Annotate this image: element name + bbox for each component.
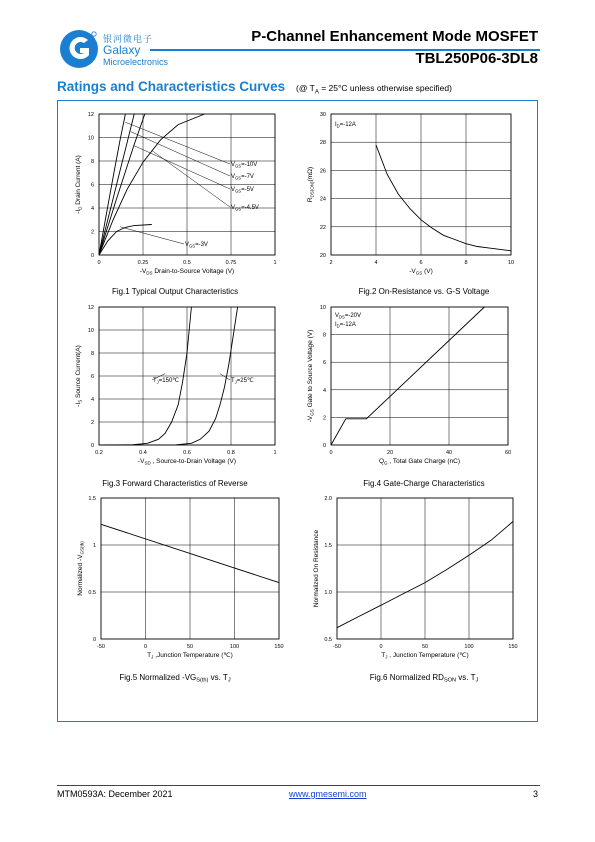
fig6-xlabel-part: T	[381, 652, 386, 659]
fig2-ylabel-part: R	[307, 197, 314, 203]
fig5-ylabel-part: GS(th)	[79, 541, 85, 555]
fig1-ylabel-part: Drain Current (A)	[75, 155, 82, 207]
fig4-annotation	[335, 313, 361, 320]
fig3-xtick-label: 0.4	[139, 450, 147, 456]
fig1-ytick-label: 8	[90, 159, 94, 165]
fig4-annotation-part: V	[335, 313, 340, 319]
fig1-series-label-part: V	[231, 162, 236, 168]
fig1-series-leader	[134, 146, 230, 189]
fig5-ylabel	[77, 541, 85, 596]
fig4-ytick-label: 2	[322, 415, 326, 422]
footer-page-number: 3	[532, 789, 538, 799]
fig2-annotation	[335, 122, 356, 129]
fig1-ylabel	[75, 155, 83, 214]
fig1-series-leader	[131, 132, 230, 176]
fig1-xtick-label: 0.5	[183, 260, 191, 266]
fig2-annotation-part: I	[335, 122, 337, 128]
fig4-plot-area	[331, 307, 508, 445]
fig5-ytick-label: 1	[92, 543, 96, 549]
fig5-xtick-label: 100	[229, 644, 240, 650]
fig3-xlabel	[138, 458, 236, 466]
fig1-xlabel-part: -V	[139, 268, 147, 275]
fig4-annotation-part: =-20V	[344, 313, 362, 319]
fig1-series-label	[231, 205, 259, 212]
fig6-xlabel-part: , Junction Temperature (℃)	[387, 652, 469, 659]
fig3-xlabel-part: -V	[137, 458, 145, 465]
fig4-xtick-label: 0	[329, 450, 333, 456]
footer-doc-id: MTM0593A: December 2021	[57, 789, 173, 799]
fig2-ytick-label: 24	[319, 196, 326, 203]
fig5-ytick-label: 0	[92, 637, 96, 643]
fig1-series-label-part: GS	[235, 163, 242, 169]
fig5-chart	[77, 496, 284, 684]
fig2-xtick-label: 8	[464, 260, 468, 266]
footer-divider	[57, 785, 540, 786]
fig2-xtick-label: 2	[329, 260, 333, 266]
fig3-series-label-part: T	[231, 378, 235, 384]
company-name-en-sub: Microelectronics	[103, 57, 169, 67]
fig1-xlabel	[140, 268, 234, 276]
fig6-caption-part: vs. T	[456, 673, 476, 682]
fig1-series-label-part: V	[185, 242, 190, 248]
fig5-caption-part: S(th)	[196, 677, 209, 684]
fig3-ytick-label: 8	[90, 351, 94, 357]
fig4-ytick-label: 4	[322, 387, 326, 394]
fig2-xtick-label: 6	[419, 260, 423, 266]
fig1-xlabel-part: DS	[146, 270, 153, 276]
fig4-ylabel-part: GS	[309, 409, 315, 416]
section-note-rest: = 25°C unless otherwise specified)	[318, 83, 452, 93]
fig1-series-label-part: V	[231, 174, 236, 180]
fig1-ytick-label: 0	[90, 253, 94, 259]
fig4-ylabel-part: -V	[307, 415, 314, 423]
section-note	[296, 83, 452, 96]
fig1-series-label-part: =-3V	[195, 242, 208, 248]
fig3-ylabel-part: S	[77, 399, 83, 403]
fig6-ylabel-part: Normalized On Resistance	[313, 529, 320, 608]
fig5-ytick-label: 1.5	[88, 496, 96, 502]
fig5-caption-part: vs. T	[208, 673, 228, 682]
fig1-chart	[75, 112, 277, 296]
fig6-xtick-label: 150	[508, 644, 518, 650]
fig6-caption-part: SON	[443, 677, 457, 684]
fig1-series-label	[231, 174, 254, 181]
fig1-ylabel-part: D	[77, 206, 83, 210]
galaxy-logo-icon	[58, 28, 100, 70]
company-name-cn: 银河微电子	[103, 34, 154, 44]
fig4-ylabel-part: Gate to Source Voltage (V)	[307, 329, 314, 410]
fig6-ytick-label: 0.5	[324, 637, 332, 643]
fig4-xtick-label: 20	[386, 450, 394, 456]
fig1-series-label	[185, 242, 208, 249]
fig3-series-leader	[220, 374, 230, 380]
fig3-xtick-label: 1	[273, 450, 277, 456]
fig5-xlabel-part: T	[147, 652, 152, 659]
fig3-xtick-label: 0.8	[227, 450, 235, 456]
fig6-caption	[370, 673, 479, 684]
fig4-annotation-part: D	[336, 323, 340, 329]
part-number: TBL250P06-3DL8	[415, 50, 538, 67]
fig6-xtick-label: 100	[464, 644, 474, 650]
fig4-ytick-label: 10	[319, 305, 326, 311]
fig1-ytick-label: 6	[90, 182, 94, 189]
fig6-xlabel-part: J	[385, 654, 388, 660]
fig5-ytick-label: 0.5	[88, 590, 96, 596]
fig1-series-label-part: V	[231, 205, 236, 211]
fig3-xtick-label: 0.2	[95, 450, 103, 456]
fig6-xlabel	[381, 652, 468, 660]
fig5-caption-part: J	[227, 677, 231, 684]
fig1-ytick-label: 10	[87, 135, 94, 142]
fig4-xlabel	[379, 458, 460, 466]
fig2-xtick-label: 4	[374, 260, 378, 266]
fig3-series-label	[153, 378, 179, 385]
fig1-series-label-part: =-5V	[241, 187, 254, 193]
fig4-annotation-part: DS	[339, 314, 345, 320]
fig3-ytick-label: 10	[87, 328, 94, 334]
fig5-ylabel-part: Normalized -V	[77, 554, 84, 596]
fig5-xtick-label: 150	[274, 644, 284, 650]
fig5-xlabel-part: ,Junction Temperature (℃)	[153, 652, 233, 659]
fig4-caption: Fig.4 Gate-Charge Characteristics	[363, 479, 485, 488]
fig1-series-label-part: =-7V	[241, 174, 254, 180]
fig2-xlabel-part: -V	[409, 268, 416, 275]
fig2-xlabel	[409, 268, 433, 276]
fig1-series-label-part: GS	[235, 175, 242, 181]
fig2-ytick-label: 20	[319, 253, 326, 259]
fig2-chart	[307, 112, 514, 296]
fig1-series-label-part: V	[231, 187, 236, 193]
fig2-ytick-label: 28	[319, 140, 326, 147]
fig2-ylabel-part: (mΩ)	[307, 166, 314, 182]
fig3-ylabel-part: -I	[75, 402, 82, 407]
fig2-ylabel-part: DS(ON)	[309, 181, 315, 198]
fig1-ytick-label: 2	[90, 229, 94, 236]
fig4-ytick-label: 6	[322, 360, 326, 367]
fig1-series-label-part: =-4.5V	[241, 205, 259, 211]
fig2-caption: Fig.2 On-Resistance vs. G-S Voltage	[358, 287, 490, 296]
fig4-xtick-label: 60	[504, 450, 512, 456]
fig1-ylabel-part: -I	[75, 209, 82, 214]
fig4-xtick-label: 40	[445, 450, 453, 456]
fig3-chart	[75, 305, 277, 488]
fig3-series-label-part: =25℃	[236, 378, 254, 384]
fig3-xlabel-part: SD	[144, 460, 151, 466]
section-title: Ratings and Characteristics Curves	[57, 79, 286, 94]
fig2-ytick-label: 22	[319, 224, 326, 231]
fig1-series-leader	[152, 150, 230, 207]
fig3-xtick-label: 0.6	[183, 450, 191, 456]
fig6-ytick-label: 1.5	[324, 543, 332, 549]
fig1-ytick-label: 12	[87, 112, 94, 118]
fig1-xtick-label: 0.25	[137, 260, 149, 266]
fig5-xtick-label: 0	[143, 644, 148, 650]
fig6-ytick-label: 1.0	[324, 590, 332, 596]
fig2-annotation-part: =-12A	[339, 122, 356, 128]
fig5-xtick-label: -50	[97, 644, 105, 650]
fig1-ytick-label: 4	[90, 206, 94, 212]
fig4-annotation-part: =-12A	[339, 322, 356, 328]
fig2-ytick-label: 26	[319, 168, 326, 175]
fig5-caption-part: Fig.5 Normalized -VG	[119, 673, 197, 682]
fig3-series-label-part: =150℃	[158, 378, 180, 384]
fig1-series-label	[231, 162, 257, 169]
fig3-series-label	[231, 378, 254, 385]
document-title: P-Channel Enhancement Mode MOSFET	[251, 28, 538, 45]
fig3-series-label-part: J	[234, 379, 237, 385]
fig6-ytick-label: 2.0	[324, 496, 332, 502]
fig6-xtick-label: -50	[333, 644, 341, 650]
fig2-series-line	[376, 145, 511, 251]
fig6-chart	[313, 496, 518, 684]
fig1-series-label	[231, 187, 254, 194]
fig5-caption	[119, 673, 230, 684]
fig6-caption-part: Fig.6 Normalized RD	[369, 673, 444, 682]
fig4-xlabel-part: G	[384, 460, 388, 466]
fig2-ylabel	[307, 167, 315, 202]
fig3-series-label-part: J	[156, 379, 159, 385]
fig1-xtick-label: 0.75	[225, 260, 237, 266]
fig6-ylabel	[313, 529, 320, 607]
fig3-ytick-label: 6	[90, 374, 94, 380]
fig3-series-label-part: T	[153, 378, 157, 384]
fig5-xtick-label: 50	[186, 644, 194, 650]
fig3-ytick-label: 4	[90, 397, 94, 403]
fig4-chart	[307, 305, 511, 488]
fig4-xlabel-part: Q	[378, 458, 385, 465]
fig4-ytick-label: 8	[322, 332, 326, 339]
fig3-caption: Fig.3 Forward Characteristics of Reverse	[102, 479, 248, 488]
fig3-ytick-label: 2	[90, 420, 94, 426]
fig1-xlabel-part: Drain-to-Source Voltage (V)	[152, 268, 235, 275]
fig3-ylabel-part: Source Current(A)	[75, 345, 82, 400]
fig5-xlabel-part: J	[151, 654, 154, 660]
fig6-xtick-label: 50	[421, 644, 429, 650]
fig2-xtick-label: 10	[507, 260, 515, 266]
company-name-en: Galaxy	[103, 43, 141, 57]
fig4-annotation	[335, 322, 356, 329]
fig3-ylabel	[75, 345, 83, 407]
fig4-ytick-label: 0	[322, 443, 326, 449]
fig1-caption: Fig.1 Typical Output Characteristics	[111, 287, 239, 296]
fig6-xtick-label: 0	[379, 644, 383, 650]
fig1-series-label-part: GS	[235, 206, 242, 212]
section-note-sub: A	[314, 89, 319, 96]
fig6-caption-part: J	[475, 677, 479, 684]
fig1-series-leader	[120, 227, 184, 244]
fig2-annotation-part: D	[336, 123, 340, 129]
fig3-ytick-label: 0	[90, 443, 94, 449]
fig5-xlabel	[147, 652, 233, 660]
fig1-series-label-part: GS	[189, 243, 196, 249]
fig4-xlabel-part: , Total Gate Charge (nC)	[387, 458, 461, 465]
fig4-annotation-part: I	[335, 322, 337, 328]
fig2-xlabel-part: (V)	[422, 268, 433, 275]
fig4-ylabel	[307, 330, 315, 423]
fig1-series-label-part: GS	[235, 188, 242, 194]
fig3-xlabel-part: , Source-to-Drain Voltage (V)	[150, 458, 237, 465]
fig1-series-leader	[125, 122, 230, 164]
fig1-series-label-part: =-10V	[241, 162, 258, 168]
characteristic-curves	[57, 100, 538, 722]
fig1-xtick-label: 0	[97, 260, 101, 266]
section-note-prefix: (@ T	[296, 83, 315, 93]
fig1-xtick-label: 1	[273, 260, 277, 266]
footer-website-link[interactable]: www.gmesemi.com	[289, 789, 367, 799]
fig2-xlabel-part: GS	[415, 270, 423, 276]
fig2-ytick-label: 30	[319, 112, 326, 118]
fig3-ytick-label: 12	[87, 305, 94, 311]
